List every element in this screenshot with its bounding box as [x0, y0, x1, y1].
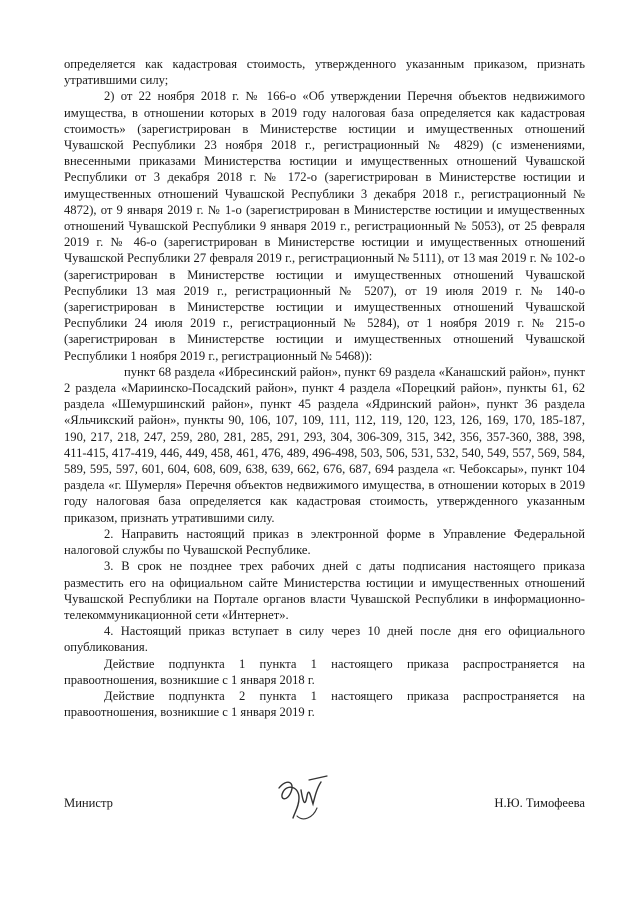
paragraph-items-list: пункт 68 раздела «Ибресинский район», пункт 69 раздела «Канашский район», пункт 2 раздела «Мариинско-Посадский район», пункт 4 раздела «Порецкий район», пункты 61, 62 раздела «Шемуршинский район», пункт 45 раздела «Ядринский район», пункт 36 раздела «Яльчикский район», пункты 90, 106, 107, 109, 111, 112, 119, 120, 123, 126, 169, 170, 185-187, 190, 217, 218, 247, 259, 280, 281, 285, 291, 293, 304, 306-309, 315, 342, 356, 357-360, 388, 398, 411-415, 417-419, 446, 449, 458, 461, 476, 489, 496-498, 503, 506, 531, 532, 540, 549, 557, 569, 584, 589, 595, 597, 601, 604, 608, 609, 638, 639, 662, 676, 687, 694 раздела «г. Чебоксары», пункт 104 раздела «г. Шумерля» Перечня объектов недвижимого имущества, в отношении которых в 2019 году налоговая база определяется как кадастровая стоимость, утвержденного указанным приказом, признать утратившими силу.: [64, 364, 585, 525]
paragraph-item-3: 3. В срок не позднее трех рабочих дней с даты подписания настоящего приказа разместить его на официальном сайте Министерства юстиции и имущественных отношений Чувашской Республики на Портале органов власти Чувашской Республики в информационно-телекоммуникационной сети «Интернет».: [64, 559, 585, 622]
paragraph-effect-subitem-1: Действие подпункта 1 пункта 1 настоящего приказа распространяется на правоотношения, возникшие с 1 января 2018 г.: [64, 656, 585, 687]
paragraph-item-4: 4. Настоящий приказ вступает в силу через 10 дней после дня его официального опубликования.: [64, 624, 585, 655]
paragraph-effect-subitem-2: Действие подпункта 2 пункта 1 настоящего приказа распространяется на правоотношения, возникшие с 1 января 2019 г.: [64, 688, 585, 720]
signature-block: [64, 768, 585, 838]
handwritten-signature: [269, 768, 339, 828]
signatory-title: Министр: [64, 796, 113, 810]
signatory-name: Н.Ю. Тимофеева: [494, 796, 585, 810]
document-body: [64, 56, 585, 720]
paragraph-item-2: 2. Направить настоящий приказ в электронной форме в Управление Федеральной налоговой службы по Чувашской Республике.: [64, 526, 585, 558]
paragraph-continuation: определяется как кадастровая стоимость, утвержденного указанным приказом, признать утратившими силу;: [64, 57, 585, 88]
paragraph-subitem-2: 2) от 22 ноября 2018 г. № 166-о «Об утверждении Перечня объектов недвижимого имущества, в отношении которых в 2019 году налоговая база определяется как кадастровая стоимость» (зарегистрирован в Министерстве юстиции и имущественных отношений Чувашской Республики 23 ноября 2018 г., регистрационный № 4829) (с изменениями, внесенными приказами Министерства юстиции и имущественных отношений Чувашской Республики от 3 декабря 2018 г. № 172-о (зарегистрирован в Министерстве юстиции и имущественных отношений Чувашской Республики 3 декабря 2018 г., регистрационный № 4872), от 9 января 2019 г. № 1-о (зарегистрирован в Министерстве юстиции и имущественных отношений Чувашской Республики 9 января 2019 г., регистрационный № 5053), от 25 февраля 2019 г. № 46-о (зарегистрирован в Министерстве юстиции и имущественных отношений Чувашской Республики 27 февраля 2019 г., регистрационный № 5111), от 13 мая 2019 г. № 102-о (зарегистрирован в Министерстве юстиции и имущественных отношений Чувашской Республики 13 мая 2019 г., регистрационный № 5207), от 19 июля 2019 г. № 140-о (зарегистрирован в Министерстве юстиции и имущественных отношений Чувашской Республики 24 июля 2019 г., регистрационный № 5284), от 1 ноября 2019 г. № 215-о (зарегистрирован в Министерстве юстиции и имущественных отношений Чувашской Республики 1 ноября 2019 г., регистрационный № 5468)):: [64, 89, 585, 363]
